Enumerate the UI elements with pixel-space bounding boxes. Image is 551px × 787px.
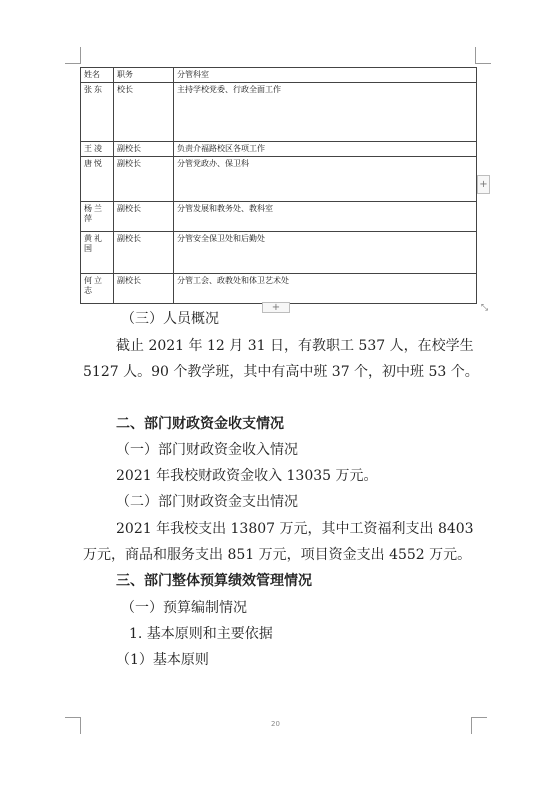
subheading-basis: 1. 基本原则和主要依据 [129,626,273,642]
cell-title[interactable]: 副校长 [114,157,174,202]
cell-name[interactable]: 何立志 [81,274,114,304]
crop-mark-top-left-v [80,47,81,64]
add-row-button[interactable]: + [262,302,290,313]
income-paragraph: 2021 年我校财政资金收入 13035 万元。 [116,468,378,484]
cell-name[interactable]: 杨兰萍 [81,202,114,232]
table-row [81,274,477,304]
cell-title[interactable]: 副校长 [114,274,174,304]
staff-paragraph-line-2: 5127 人。90 个教学班，其中有高中班 37 个，初中班 53 个。 [83,364,479,380]
section-heading-budget: （一）预算编制情况 [121,600,247,616]
cell-title[interactable]: 副校长 [114,232,174,274]
cell-duty[interactable]: 分管发展和教务处、教科室 [174,202,477,232]
cell-duty[interactable]: 分管安全保卫处和后勤处 [174,232,477,274]
page-number: 20 [271,720,280,728]
cell-name[interactable]: 唐悦 [81,157,114,202]
cell-duty[interactable]: 负责介福路校区各项工作 [174,142,477,157]
heading-performance: 三、部门整体预算绩效管理情况 [116,573,312,589]
expense-paragraph-line-1: 2021 年我校支出 13807 万元，其中工资福利支出 8403 [116,521,474,537]
cell-duty[interactable]: 分管工会、政教处和体卫艺术处 [174,274,477,304]
crop-mark-bottom-right-h [471,717,487,718]
crop-mark-top-left-h [65,63,81,64]
table-header-row [81,68,477,83]
crop-mark-top-right-v [475,47,476,64]
cell-duty[interactable]: 主持学校党委、行政全面工作 [174,83,477,142]
cell-title[interactable]: 副校长 [114,142,174,157]
table-row [81,202,477,232]
crop-mark-top-right-h [475,63,491,64]
staff-paragraph-line-1: 截止 2021 年 12 月 31 日，有教职工 537 人，在校学生 [116,338,474,354]
header-cell-title[interactable]: 职务 [114,68,174,83]
table-row [81,83,477,142]
cell-name[interactable]: 王凌 [81,142,114,157]
cell-title[interactable]: 校长 [114,83,174,142]
subheading-principle: （1）基本原则 [116,652,209,668]
cell-title[interactable]: 副校长 [114,202,174,232]
table-row [81,157,477,202]
leadership-table[interactable] [80,67,477,304]
table-row [81,232,477,274]
section-heading-income: （一）部门财政资金收入情况 [116,442,298,458]
cell-name[interactable]: 黄礼国 [81,232,114,274]
table-resize-icon[interactable]: ⤡ [480,303,489,313]
heading-finance: 二、部门财政资金收支情况 [116,416,284,432]
expense-paragraph-line-2: 万元，商品和服务支出 851 万元，项目资金支出 4552 万元。 [83,547,472,563]
crop-mark-bottom-left-h [65,717,81,718]
section-heading-expense: （二）部门财政资金支出情况 [116,494,298,510]
table-row [81,142,477,157]
cell-name[interactable]: 张东 [81,83,114,142]
add-column-button[interactable]: + [477,175,490,194]
cell-duty[interactable]: 分管党政办、保卫科 [174,157,477,202]
header-cell-duty[interactable]: 分管科室 [174,68,477,83]
header-cell-name[interactable]: 姓名 [81,68,114,83]
section-heading-staff: （三）人员概况 [121,311,219,327]
